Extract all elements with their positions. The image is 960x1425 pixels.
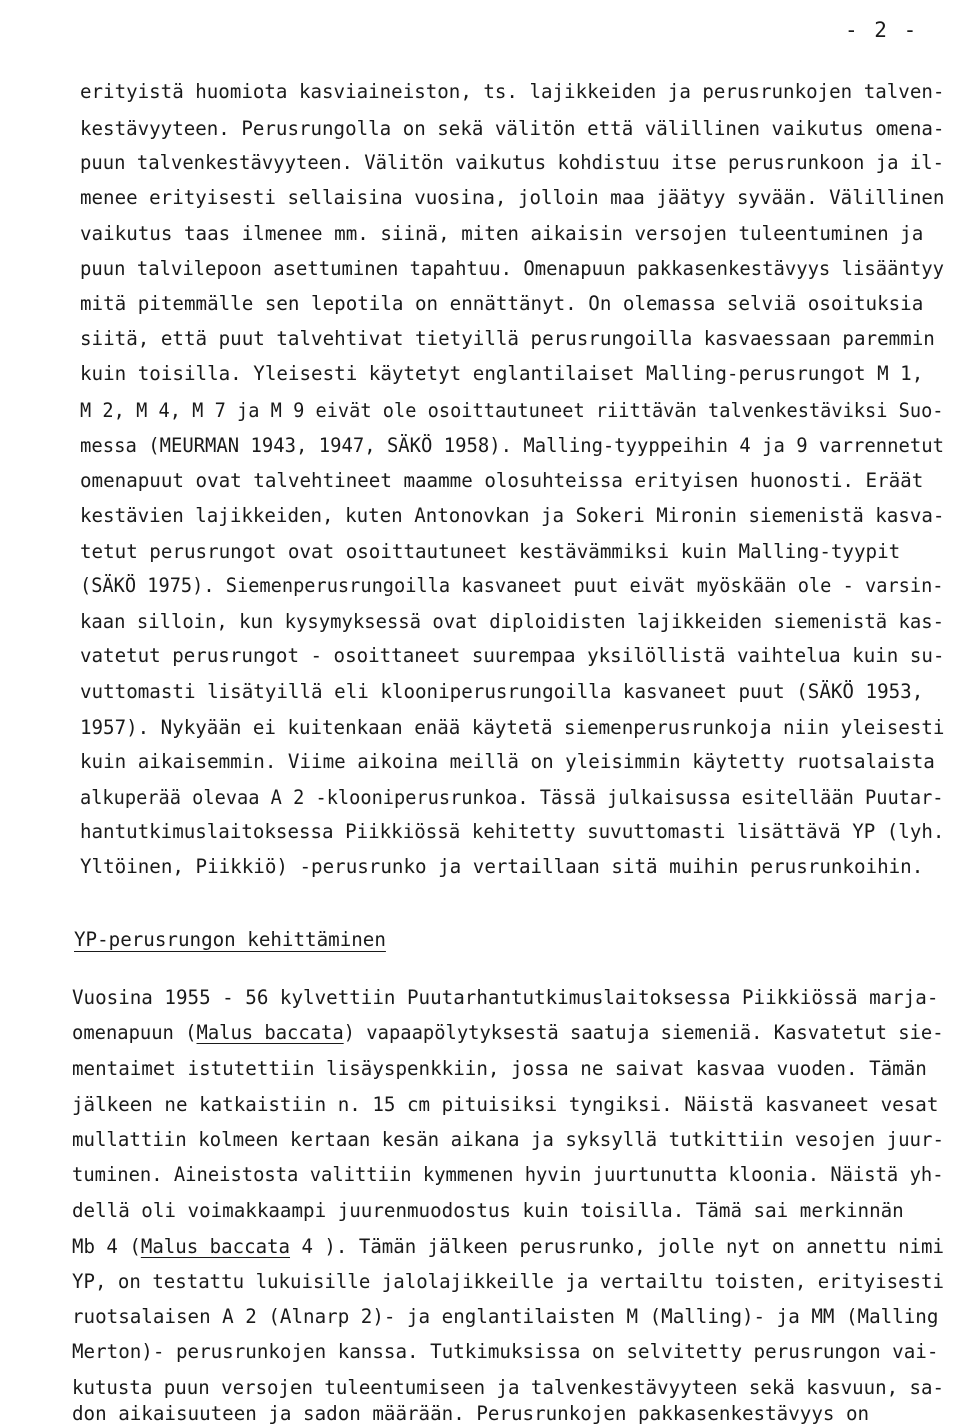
- page-number: - 2 -: [845, 18, 919, 42]
- text-segment: don aikaisuuteen ja sadon määrään. Perusrunkojen pakkasenkestävyys on: [72, 1402, 870, 1425]
- text-segment: jälkeen ne katkaistiin n. 15 cm pituisiksi tyngiksi. Näistä kasvaneet vesat: [72, 1093, 939, 1116]
- text-segment: YP, on testattu lukuisille jalolajikkeille ja vertailtu toisten, erityisesti: [72, 1270, 944, 1293]
- text-line: messa (MEURMAN 1943, 1947, SÄKÖ 1958). Malling-tyyppeihin 4 ja 9 varrennetut: [80, 434, 944, 457]
- text-line: 1957). Nykyään ei kuitenkaan enää käytetä siemenperusrunkoja niin yleisesti: [80, 716, 945, 739]
- text-line: vatetut perusrungot - osoittaneet suurempaa yksilöllistä vaihtelua kuin su-: [80, 644, 945, 667]
- text-line: [72, 1307, 938, 1326]
- text-segment: ) vapaapölytyksestä saatuja siemeniä. Kasvatetut sie-: [343, 1021, 944, 1044]
- text-line: (SÄKÖ 1975). Siemenperusrungoilla kasvaneet puut eivät myöskään ole - varsin-: [80, 574, 944, 597]
- text-segment: Vuosina 1955 - 56 kylvettiin Puutarhantutkimuslaitoksessa Piikkiössä marja-: [72, 986, 939, 1009]
- text-line: erityistä huomiota kasviaineiston, ts. lajikkeiden ja perusrunkojen talven-: [80, 80, 945, 103]
- text-line: [72, 1165, 944, 1184]
- text-line: [72, 1059, 927, 1078]
- text-line: kuin aikaisemmin. Viime aikoina meillä on yleisimmin käytetty ruotsalaista: [80, 750, 935, 773]
- text-line: [72, 1272, 944, 1291]
- text-line: [72, 1095, 938, 1114]
- text-line: mitä pitemmälle sen lepotila on ennättänyt. On olemassa selviä osoituksia: [80, 292, 924, 315]
- text-line: [72, 1130, 944, 1149]
- text-line: [72, 1342, 938, 1361]
- text-segment: omenapuun (: [72, 1021, 197, 1044]
- text-line: siitä, että puut talvehtivat tietyillä perusrungoilla kasvaessaan paremmin: [80, 327, 935, 350]
- text-line: omenapuut ovat talvehtineet maamme olosuhteissa erityisen huonosti. Eräät: [80, 469, 924, 492]
- text-line: kestävien lajikkeiden, kuten Antonovkan ja Sokeri Mironin siemenistä kasva-: [80, 504, 945, 527]
- text-line: [72, 1023, 944, 1042]
- text-line: [72, 1201, 904, 1220]
- text-line: kaan silloin, kun kysymyksessä ovat diploidisten lajikkeiden siemenistä kas-: [80, 610, 944, 633]
- text-line: [72, 1378, 944, 1397]
- text-line: tetut perusrungot ovat osoittautuneet kestävämmiksi kuin Malling-tyypit: [80, 540, 901, 563]
- text-line: Yltöinen, Piikkiö) -perusrunko ja vertaillaan sitä muihin perusrunkoihin.: [80, 855, 924, 878]
- text-line: vaikutus taas ilmenee mm. siinä, miten aikaisin versojen tuleentuminen ja: [80, 222, 924, 245]
- text-segment: dellä oli voimakkaampi juurenmuodostus kuin toisilla. Tämä sai merkinnän: [72, 1199, 904, 1222]
- species-name: Malus baccata: [196, 1021, 344, 1044]
- text-line: [72, 1404, 869, 1423]
- text-line: M 2, M 4, M 7 ja M 9 eivät ole osoittautuneet riittävän talvenkestäviksi Suo-: [80, 399, 944, 422]
- text-segment: ruotsalaisen A 2 (Alnarp 2)- ja englantilaisten M (Malling)- ja MM (Malling: [72, 1305, 939, 1328]
- text-line: puun talvilepoon asettuminen tapahtuu. Omenapuun pakkasenkestävyys lisääntyy: [80, 257, 944, 280]
- text-segment: 4 ). Tämän jälkeen perusrunko, jolle nyt on annettu nimi: [290, 1235, 944, 1258]
- text-segment: mullattiin kolmeen kertaan kesän aikana ja syksyllä tutkittiin vesojen juur-: [72, 1128, 944, 1151]
- species-name: Malus baccata: [140, 1235, 291, 1258]
- text-segment: kutusta puun versojen tuleentumiseen ja talvenkestävyyteen sekä kasvuun, sa-: [72, 1376, 944, 1399]
- text-line: kuin toisilla. Yleisesti käytetyt englantilaiset Malling-perusrungot M 1,: [80, 362, 924, 385]
- text-segment: Mb 4 (: [72, 1235, 141, 1258]
- text-line: [72, 1237, 944, 1256]
- text-line: hantutkimuslaitoksessa Piikkiössä kehitetty suvuttomasti lisättävä YP (lyh.: [80, 820, 945, 843]
- text-line: menee erityisesti sellaisina vuosina, jolloin maa jäätyy syvään. Välillinen: [80, 186, 945, 209]
- text-segment: Merton)- perusrunkojen kanssa. Tutkimuksissa on selvitetty perusrungon vai-: [72, 1340, 939, 1363]
- section-heading: YP-perusrungon kehittäminen: [74, 928, 386, 951]
- text-line: vuttomasti lisätyillä eli klooniperusrungoilla kasvaneet puut (SÄKÖ 1953,: [80, 680, 924, 703]
- text-line: puun talvenkestävyyteen. Välitön vaikutus kohdistuu itse perusrunkoon ja il-: [80, 151, 944, 174]
- text-segment: mentaimet istutettiin lisäyspenkkiin, jossa ne saivat kasvaa vuoden. Tämän: [72, 1057, 927, 1080]
- text-line: kestävyyteen. Perusrungolla on sekä välitön että välillinen vaikutus omena-: [80, 117, 945, 140]
- text-line: alkuperää olevaa A 2 -klooniperusrunkoa. Tässä julkaisussa esitellään Puutar-: [80, 786, 944, 809]
- text-line: [72, 988, 938, 1007]
- text-segment: tuminen. Aineistosta valittiin kymmenen hyvin juurtunutta kloonia. Näistä yh-: [72, 1163, 944, 1186]
